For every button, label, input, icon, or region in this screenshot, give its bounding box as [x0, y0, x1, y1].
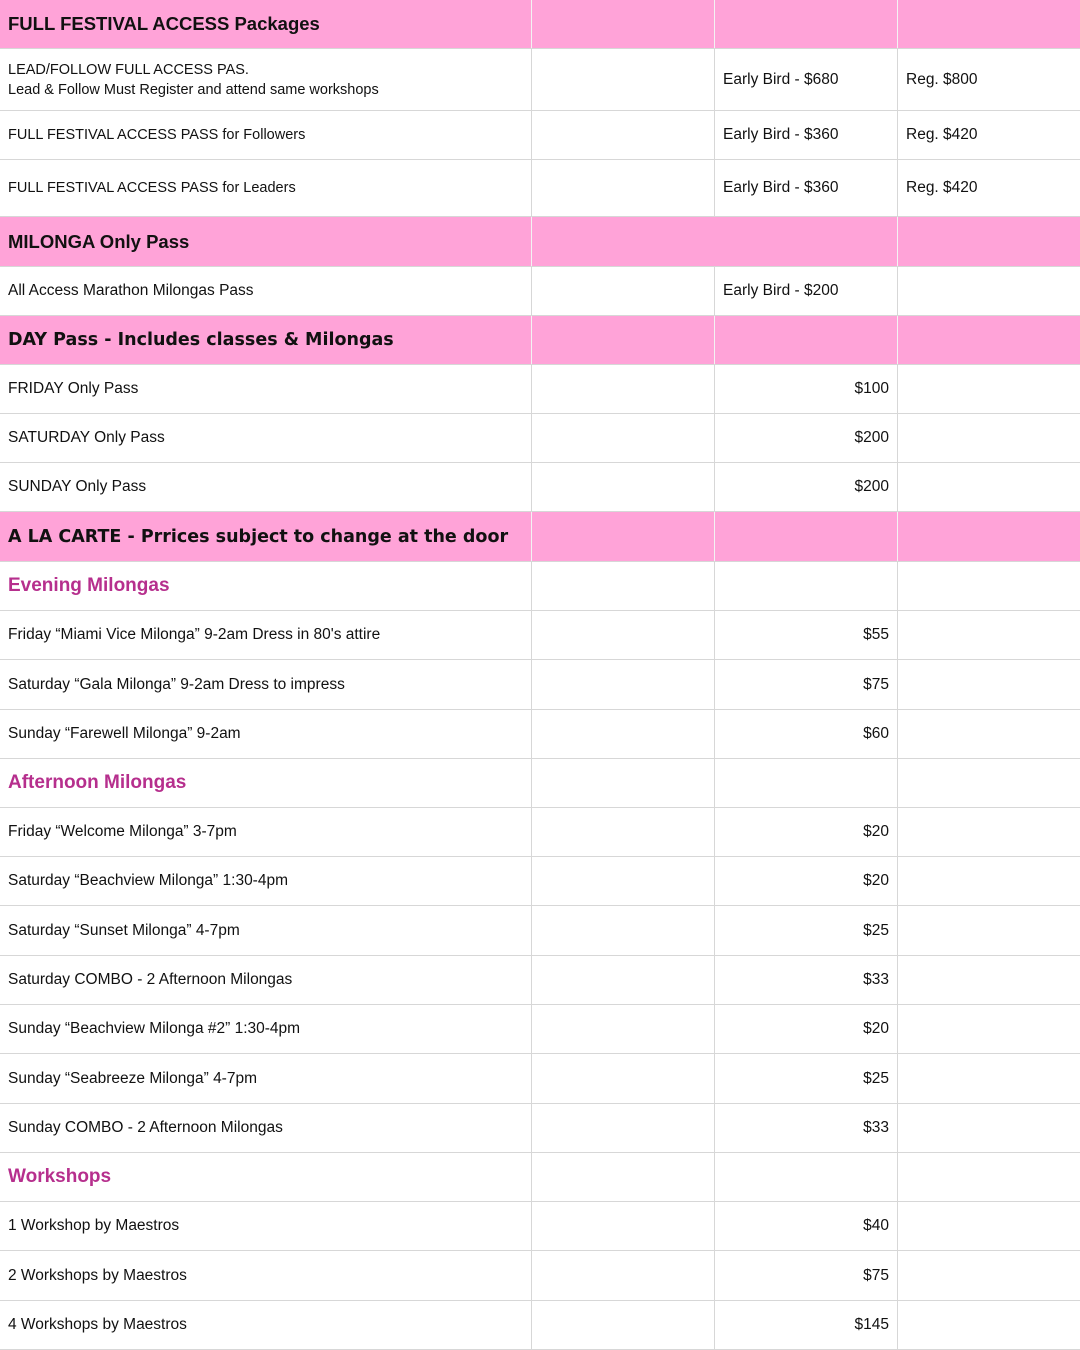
price: $75 [863, 1266, 889, 1284]
price: $20 [863, 872, 889, 889]
early-bird-price: Early Bird - $360 [723, 179, 839, 196]
subsection-header-evening [0, 562, 1080, 611]
table-row [0, 49, 1080, 111]
table-row [0, 1005, 1080, 1054]
row-label: Sunday COMBO - 2 Afternoon Milongas [8, 1119, 283, 1136]
row-label: Saturday COMBO - 2 Afternoon Milongas [8, 971, 293, 988]
early-bird-price: Early Bird - $200 [723, 282, 839, 299]
row-label: Sunday “Seabreeze Milonga” 4-7pm [8, 1069, 257, 1087]
table-row [0, 1202, 1080, 1251]
table-row [0, 1301, 1080, 1350]
section-header-a-la-carte [0, 512, 1080, 562]
row-label: 1 Workshop by Maestros [8, 1217, 180, 1234]
row-label: Friday “Welcome Milonga” 3-7pm [8, 823, 237, 840]
price: $75 [863, 675, 889, 693]
table-row [0, 808, 1080, 857]
table-row [0, 1251, 1080, 1301]
price: $20 [863, 1020, 889, 1037]
row-label: SATURDAY Only Pass [8, 429, 165, 446]
price: $100 [854, 380, 889, 397]
price: $200 [854, 429, 889, 446]
table-row [0, 710, 1080, 759]
row-label: LEAD/FOLLOW FULL ACCESS PAS. [8, 61, 249, 78]
price: $33 [863, 1119, 889, 1136]
price: $60 [863, 725, 889, 742]
table-row [0, 1054, 1080, 1104]
subsection-title: Evening Milongas [8, 575, 170, 596]
row-label: 4 Workshops by Maestros [8, 1316, 187, 1333]
row-label: Friday “Miami Vice Milonga” 9-2am Dress in 80's attire [8, 626, 381, 643]
table-row [0, 857, 1080, 906]
section-header-day-pass [0, 316, 1080, 365]
subsection-header-workshops [0, 1153, 1080, 1202]
row-label: Sunday “Farewell Milonga” 9-2am [8, 725, 241, 742]
row-note: Lead & Follow Must Register and attend same workshops [8, 81, 379, 98]
table-row [0, 414, 1080, 463]
row-label: FULL FESTIVAL ACCESS PASS for Leaders [8, 180, 296, 196]
table-row [0, 160, 1080, 217]
price: $40 [863, 1217, 889, 1234]
price: $55 [863, 626, 889, 643]
row-label: FULL FESTIVAL ACCESS PASS for Followers [8, 127, 306, 143]
table-row [0, 660, 1080, 710]
subsection-header-afternoon [0, 759, 1080, 808]
row-label: Saturday “Beachview Milonga” 1:30-4pm [8, 872, 288, 889]
row-label: All Access Marathon Milongas Pass [8, 282, 254, 299]
price: $145 [854, 1316, 889, 1333]
row-label: Sunday “Beachview Milonga #2” 1:30-4pm [8, 1020, 301, 1037]
table-row [0, 611, 1080, 660]
subsection-title: Workshops [8, 1166, 112, 1187]
section-title: MILONGA Only Pass [8, 230, 190, 252]
table-row [0, 1104, 1080, 1153]
table-row [0, 906, 1080, 956]
early-bird-price: Early Bird - $680 [723, 70, 839, 88]
row-label: FRIDAY Only Pass [8, 380, 139, 397]
section-header-full-access [0, 0, 1080, 49]
row-label: Saturday “Sunset Milonga” 4-7pm [8, 921, 240, 939]
price: $200 [854, 478, 889, 495]
section-title: DAY Pass - Includes classes & Milongas [8, 330, 394, 350]
table-row [0, 365, 1080, 414]
regular-price: Reg. $420 [906, 179, 978, 196]
subsection-title: Afternoon Milongas [8, 772, 187, 793]
table-row [0, 267, 1080, 316]
regular-price: Reg. $420 [906, 126, 978, 143]
row-label: Saturday “Gala Milonga” 9-2am Dress to impress [8, 675, 345, 693]
table-row [0, 111, 1080, 160]
price: $25 [863, 1069, 889, 1087]
regular-price: Reg. $800 [906, 70, 978, 88]
table-row [0, 463, 1080, 512]
section-title: FULL FESTIVAL ACCESS Packages [8, 13, 320, 34]
row-label: SUNDAY Only Pass [8, 478, 147, 495]
early-bird-price: Early Bird - $360 [723, 126, 839, 143]
price: $33 [863, 971, 889, 988]
section-header-milonga-only [0, 217, 1080, 267]
price: $20 [863, 823, 889, 840]
row-label: 2 Workshops by Maestros [8, 1266, 187, 1284]
price: $25 [863, 921, 889, 939]
table-row [0, 956, 1080, 1005]
section-title: A LA CARTE - Prrices subject to change at the door [8, 526, 509, 547]
